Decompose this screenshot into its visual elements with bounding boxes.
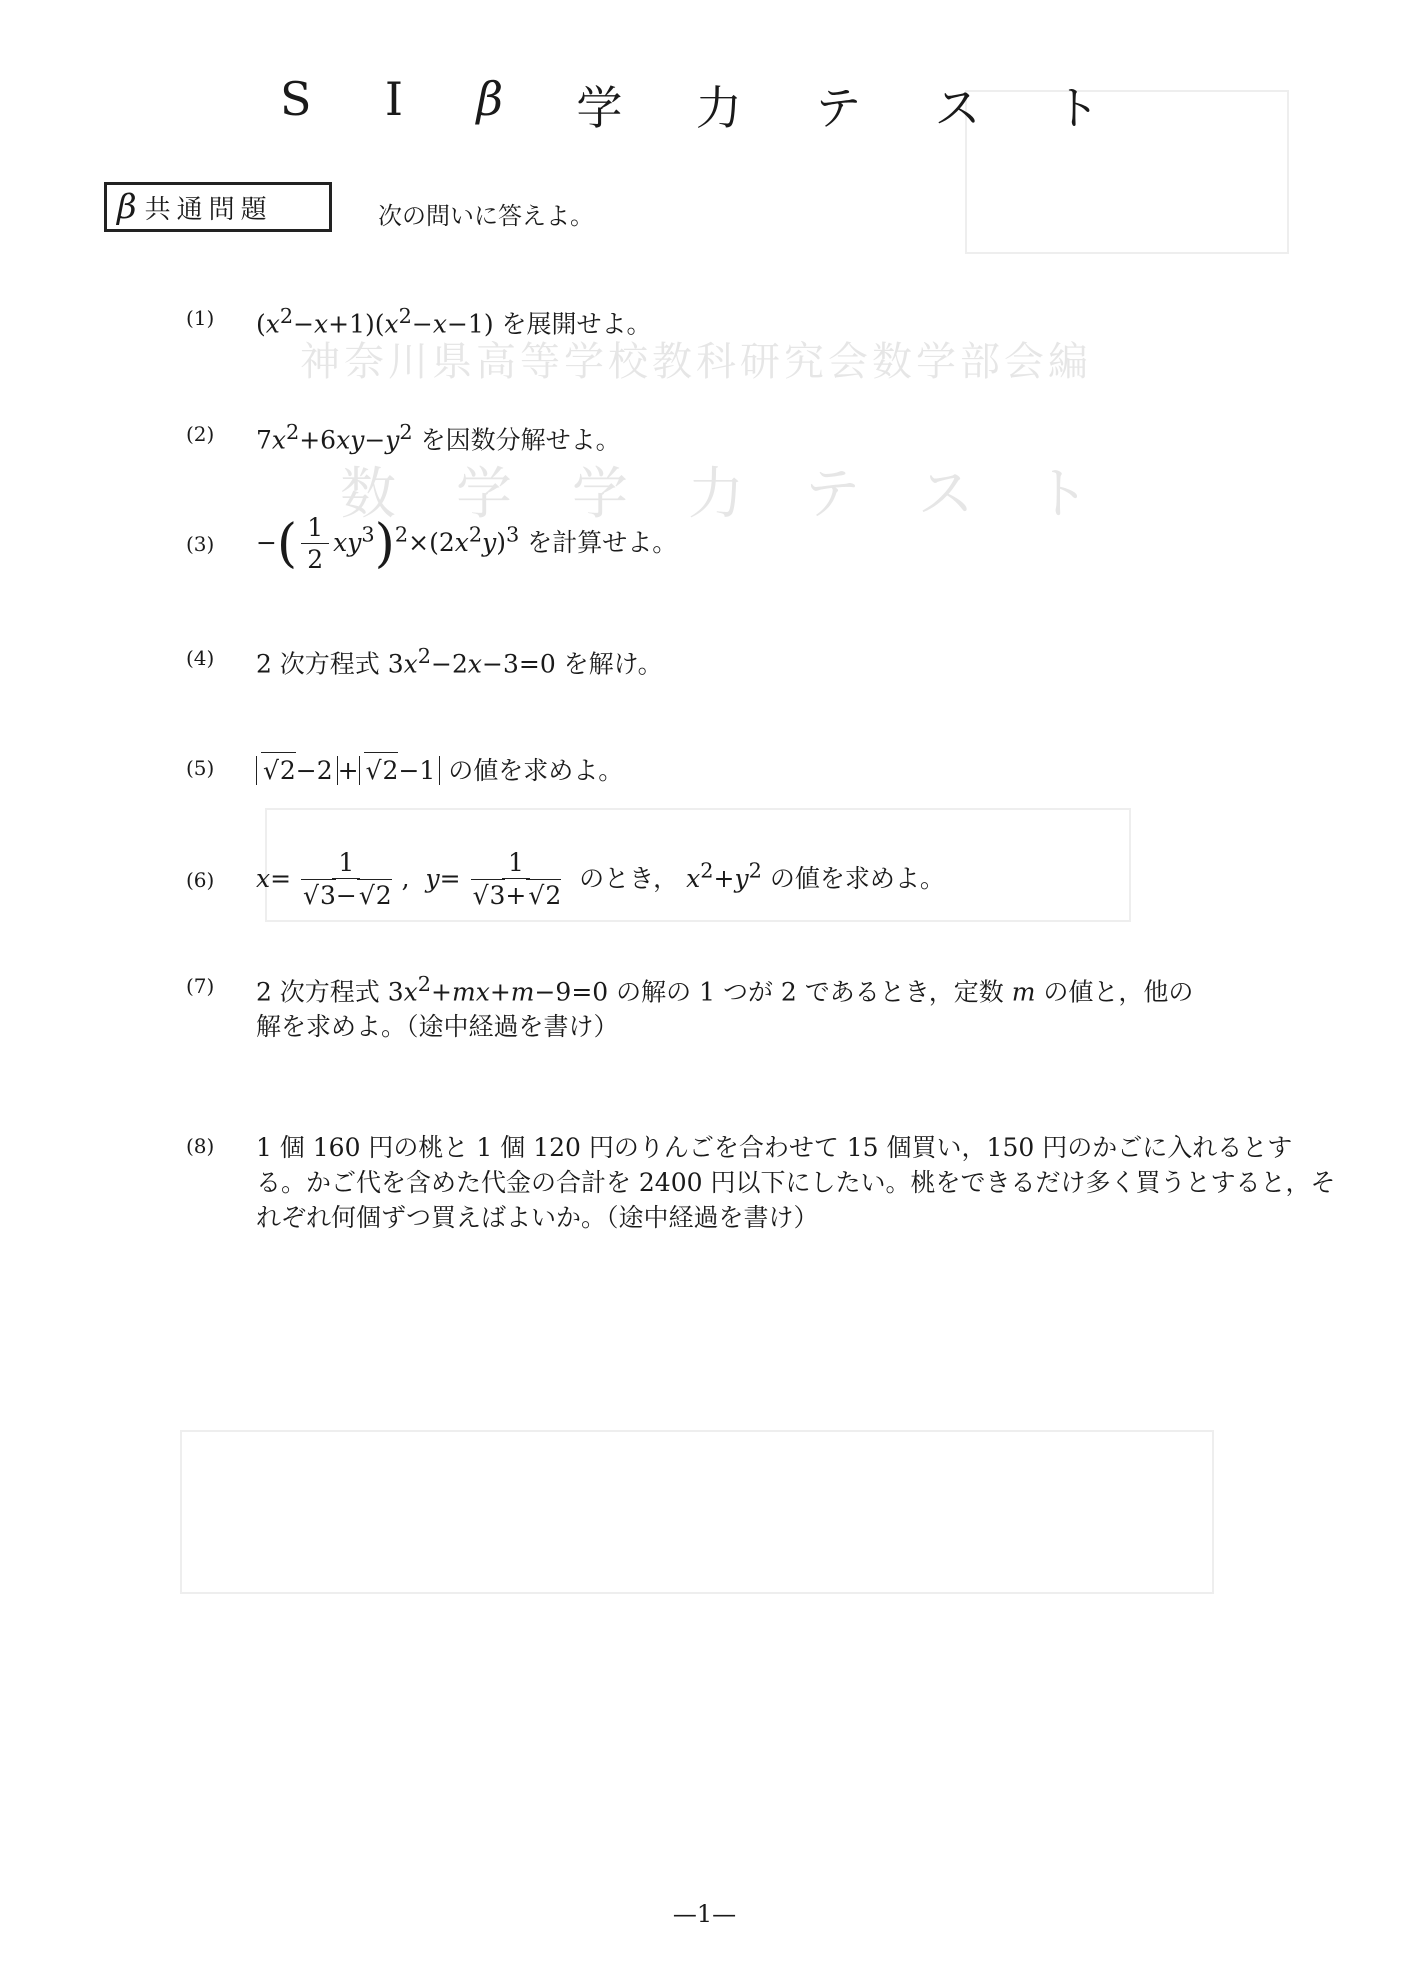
question-body: x= 1 √ 3−√ 2 , y= 1 √ 3+√ 2 のとき， $x^2+y^2$ の値を求めよ。 <box>256 848 945 913</box>
question-body: $7x^2+6xy-y^2$ を因数分解せよ。 <box>255 420 621 455</box>
question-number: (6) <box>186 868 215 893</box>
page-number: —1— <box>672 1900 737 1928</box>
question-body: 2 次方程式 $3x^2+mx+m-9=0$ の解の 1 つが 2 であるとき，定数 m の値と，他の 解を求めよ。（途中経過を書け） <box>255 972 1194 1042</box>
title-char: ス <box>934 81 981 135</box>
question-4 <box>186 642 663 681</box>
question-3 <box>186 508 677 581</box>
question-7 <box>186 970 1336 1044</box>
question-number: (2) <box>186 422 215 446</box>
question-number: (5) <box>186 756 215 780</box>
question-number: (1) <box>186 306 215 330</box>
bleed-through-text: 神奈川県高等学校教科研究会数学部会編 <box>300 339 1092 385</box>
section-label: 共通問題 <box>144 194 273 225</box>
title-char: β <box>476 72 504 126</box>
bleed-through-box3 <box>180 1430 1214 1594</box>
title-char: ト <box>1053 81 1100 135</box>
title-char: テ <box>815 81 862 135</box>
question-number: (4) <box>186 646 215 670</box>
page-title <box>280 72 1100 138</box>
question-body: $(x^2-x+1)(x^2-x-1)$ を展開せよ。 <box>255 304 652 339</box>
question-body: √ 2−2 +√ 2−1 の値を求めよ。 <box>256 752 623 788</box>
question-2 <box>186 418 621 457</box>
question-body: −( $\frac{1}{2}$ $xy^3)^2\times(2x^2y)^3$ を計算せよ。 <box>255 512 678 574</box>
question-5 <box>186 752 623 788</box>
instruction: 次の問いに答えよ。 <box>378 202 594 230</box>
question-1 <box>186 302 652 341</box>
question-body: 2 次方程式 $3x^2-2x-3=0$ を解け。 <box>255 644 663 679</box>
question-8 <box>186 1130 1336 1235</box>
title-char: 力 <box>695 81 742 135</box>
section-beta: β <box>117 187 137 227</box>
title-char: I <box>384 72 404 126</box>
bleed-through-title: 数学学力テスト <box>340 462 1150 527</box>
question-number: (3) <box>186 532 215 557</box>
section-header <box>104 182 332 232</box>
question-6 <box>186 848 945 913</box>
question-number: (8) <box>186 1134 215 1158</box>
title-char: S <box>280 72 312 126</box>
question-number: (7) <box>186 974 215 998</box>
title-char: 学 <box>576 81 623 135</box>
question-body: 1 個 160 円の桃と 1 個 120 円のりんごを合わせて 15 個買い，150 円のかごに入れるとする。かご代を含めた代金の合計を 2400 円以下にしたい。桃をできるだけ多く買うとすると，それぞれ何個ずつ買えばよいか。（途中経過を書け） <box>255 1133 1336 1232</box>
